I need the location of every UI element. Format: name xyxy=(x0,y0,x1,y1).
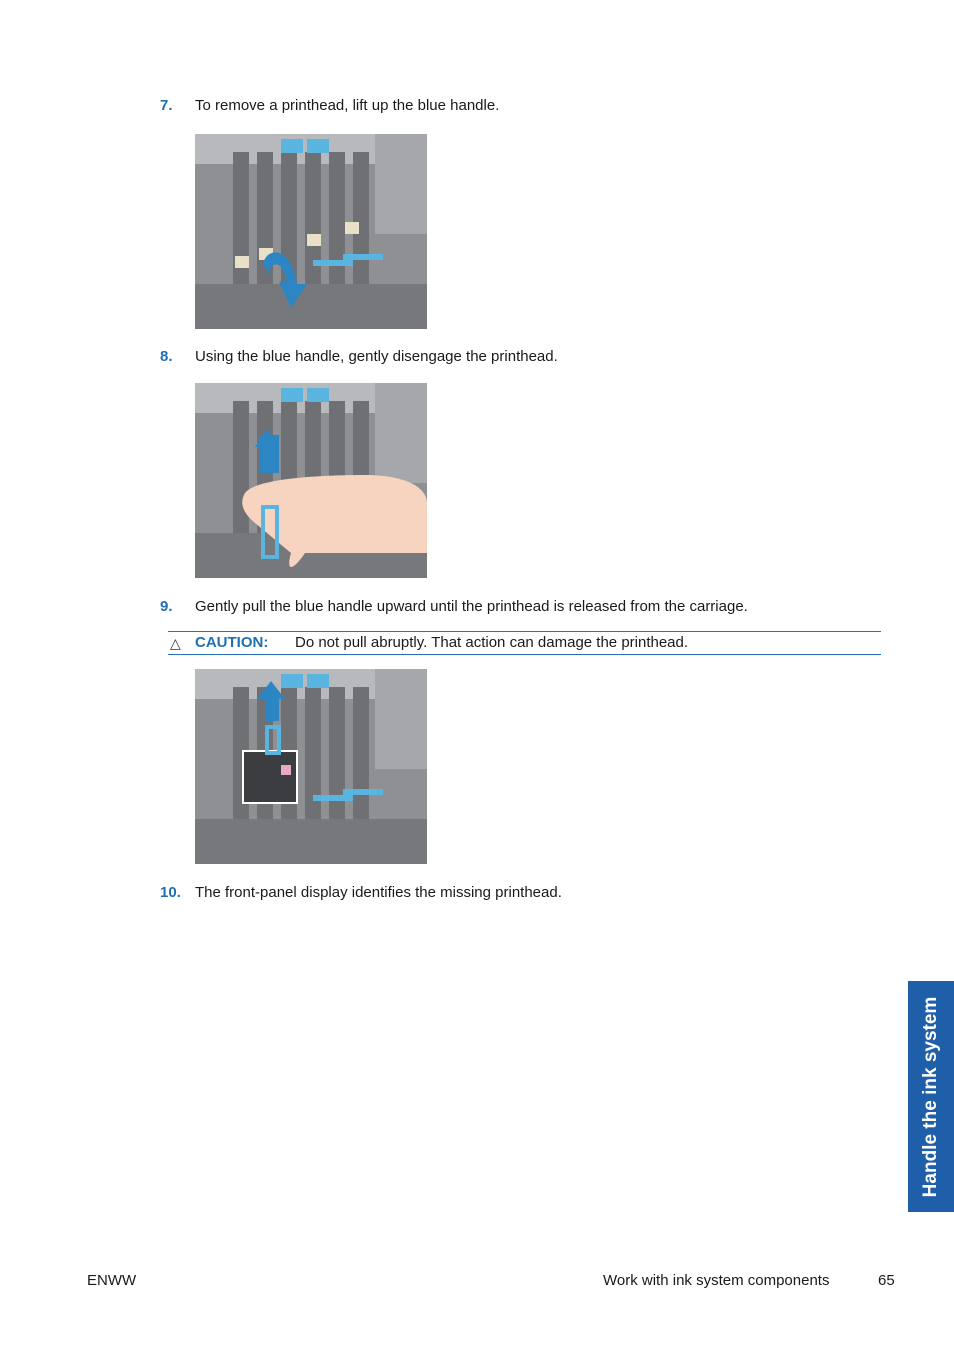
step-number: 9. xyxy=(160,598,173,615)
warning-triangle-icon: △ xyxy=(170,635,181,651)
caution-text: Do not pull abruptly. That action can damage the printhead. xyxy=(295,634,689,651)
illustration-lift-handle xyxy=(195,134,427,329)
illustration-remove-printhead xyxy=(195,669,427,864)
step-number: 8. xyxy=(160,348,173,365)
chapter-tab xyxy=(908,981,954,1212)
step-text: To remove a printhead, lift up the blue handle. xyxy=(195,97,500,114)
step-number: 7. xyxy=(160,97,173,114)
footer-left: ENWW xyxy=(87,1272,137,1289)
footer-section: Work with ink system components xyxy=(603,1272,830,1289)
step-number: 10. xyxy=(160,884,181,901)
caution-label: CAUTION: xyxy=(195,634,269,651)
chapter-tab-label: Handle the ink system xyxy=(920,996,941,1197)
step-text: The front-panel display identifies the missing printhead. xyxy=(195,884,562,901)
caution-note xyxy=(168,631,881,655)
page-number: 65 xyxy=(878,1272,895,1289)
step-text: Using the blue handle, gently disengage the printhead. xyxy=(195,348,558,365)
step-text: Gently pull the blue handle upward until the printhead is released from the carriage. xyxy=(195,598,748,615)
illustration-disengage-printhead xyxy=(195,383,427,578)
